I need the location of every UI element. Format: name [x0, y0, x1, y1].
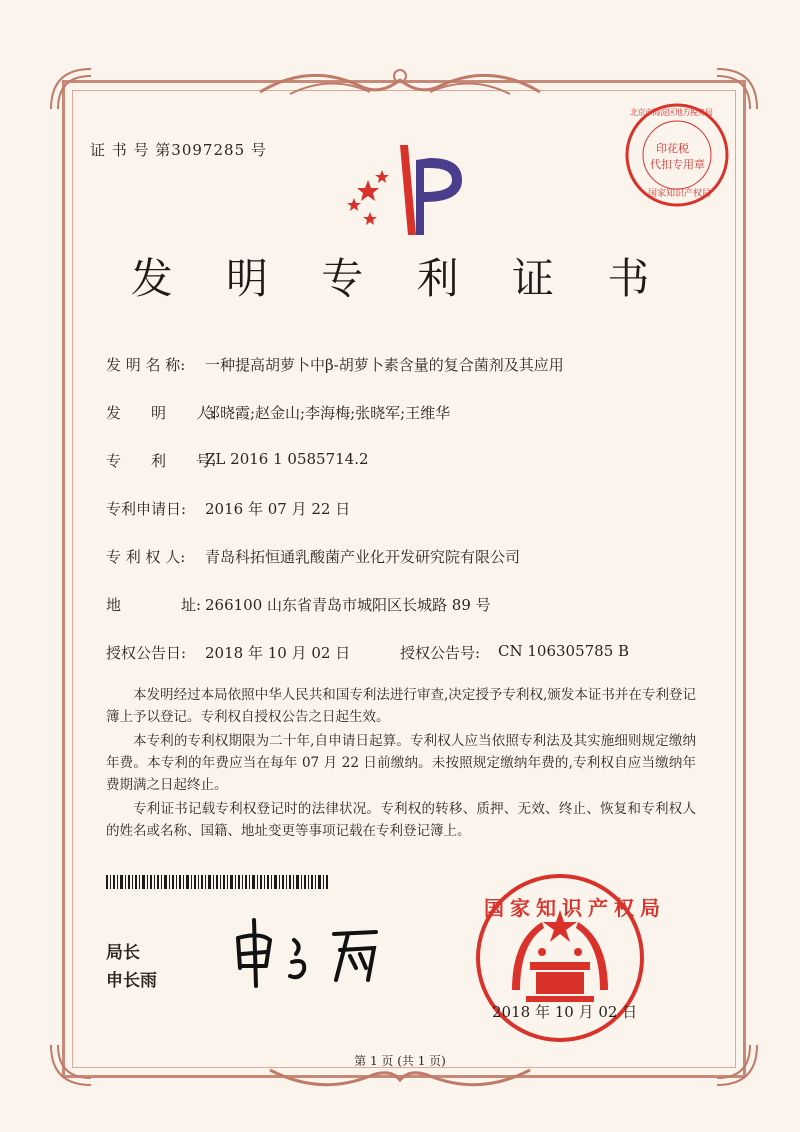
address-value: 266100 山东省青岛市城阳区长城路 89 号 — [205, 596, 491, 614]
address-label: 地 址: — [106, 596, 202, 614]
page-footer: 第 1 页 (共 1 页) — [354, 1054, 446, 1068]
signature — [226, 910, 406, 990]
filing-date-label: 专利申请日: — [106, 500, 187, 518]
patentee-value: 青岛科拓恒通乳酸菌产业化开发研究院有限公司 — [205, 548, 521, 566]
tax-stamp-outer: 北京市海淀区地方税务局 — [630, 108, 713, 117]
invention-name-value: 一种提高胡萝卜中β-胡萝卜素含量的复合菌剂及其应用 — [205, 356, 564, 374]
top-ornament — [250, 62, 550, 102]
page-title: 发 明 专 利 证 书 — [130, 254, 670, 303]
tax-stamp-inner1: 印花税 — [656, 142, 689, 155]
certificate-number: 证 书 号 第3097285 号 — [90, 141, 267, 159]
tax-stamp-inner2: 代扣专用章 — [650, 158, 705, 171]
patent-number-value: ZL 2016 1 0585714.2 — [205, 450, 369, 468]
patent-number-label: 专 利 号: — [106, 452, 217, 470]
patent-office-logo-icon — [340, 140, 470, 240]
inventors-label: 发 明 人: — [106, 404, 217, 422]
barcode — [106, 875, 330, 889]
grant-date-value: 2018 年 10 月 02 日 — [205, 644, 351, 662]
director-name: 申长雨 — [106, 971, 157, 991]
grant-number-label: 授权公告号: — [400, 644, 481, 662]
director-title: 局长 — [106, 943, 140, 963]
invention-name-label: 发 明 名 称: — [106, 356, 186, 374]
patentee-label: 专 利 权 人: — [106, 548, 186, 566]
paragraph-3: 专利证书记载专利权登记时的法律状况。专利权的转移、质押、无效、终止、恢复和专利权人的姓名或名称、国籍、地址变更等事项记载在专利登记簿上。 — [106, 801, 696, 839]
paragraph-1: 本发明经过本局依照中华人民共和国专利法进行审查,决定授予专利权,颁发本证书并在专利登记簿上予以登记。专利权自授权公告之日起生效。 — [106, 687, 696, 725]
corner-ornament-tl — [46, 64, 96, 114]
tax-stamp-bottom: 国家知识产权局 — [648, 189, 712, 199]
bottom-ornament — [260, 1066, 540, 1096]
grant-number-value: CN 106305785 B — [498, 642, 630, 660]
paragraph-2: 本专利的专利权期限为二十年,自申请日起算。专利权人应当依照专利法及其实施细则规定缴纳年费。本专利的年费应当在每年 07 月 22 日前缴纳。未按照规定缴纳年费的,专利权自应当缴纳年费期满之日起终止。 — [106, 733, 696, 793]
inventors-value: 邹晓霞;赵金山;李海梅;张晓军;王维华 — [205, 404, 451, 422]
seal-text: 国家知识产权局 — [484, 896, 666, 920]
filing-date-value: 2016 年 07 月 22 日 — [205, 500, 351, 518]
grant-date-label: 授权公告日: — [106, 644, 187, 662]
seal-date: 2018 年 10 月 02 日 — [492, 1003, 638, 1021]
